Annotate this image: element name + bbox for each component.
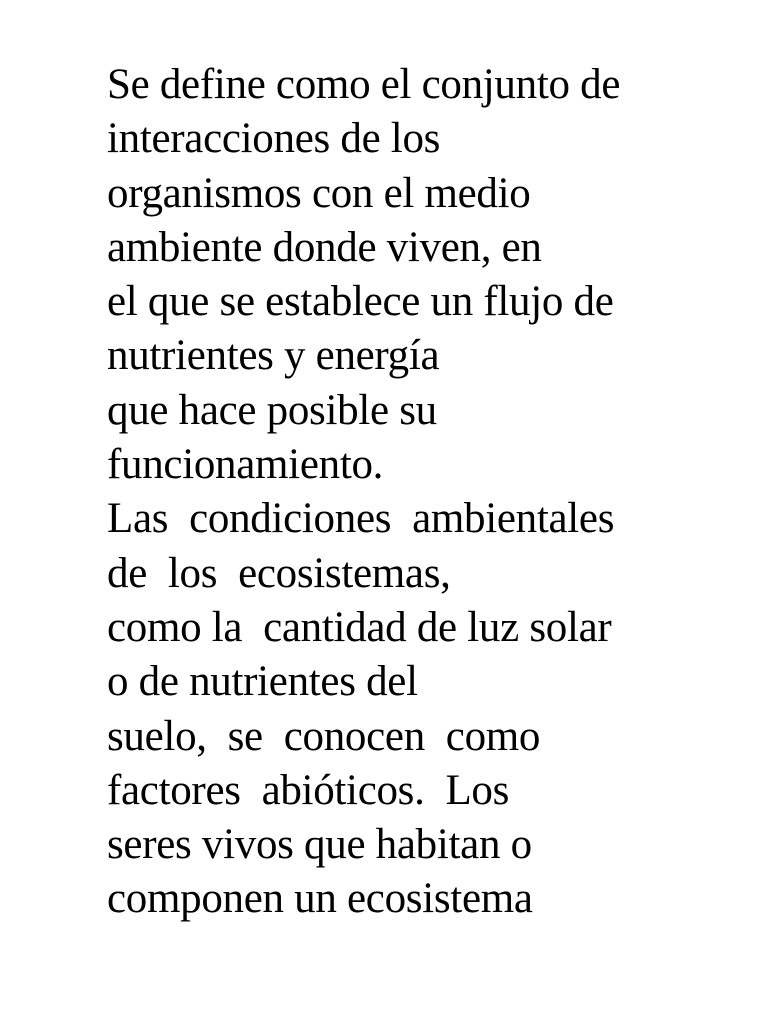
text-line: organismos con el medio [107, 169, 531, 217]
text-line: como la cantidad de luz solar [107, 603, 612, 651]
text-line: que hace posible su [107, 386, 437, 434]
text-line: Las condiciones ambientales [107, 495, 615, 543]
text-line: de los ecosistemas, [107, 549, 451, 597]
text-line: seres vivos que habitan o [107, 821, 532, 869]
text-line: factores abióticos. Los [107, 766, 510, 814]
text-line: Se define como el conjunto de [107, 61, 621, 108]
document-body [107, 58, 707, 927]
text-line: o de nutrientes del [107, 658, 418, 706]
text-line: componen un ecosistema [107, 875, 533, 923]
text-line: funcionamiento. [107, 441, 384, 489]
text-line: ambiente donde viven, en [107, 223, 542, 271]
text-line: suelo, se conocen como [107, 712, 541, 760]
text-line: el que se establece un flujo de [107, 278, 614, 326]
text-line: nutrientes y energía [107, 332, 440, 380]
text-line: interacciones de los [107, 115, 441, 163]
